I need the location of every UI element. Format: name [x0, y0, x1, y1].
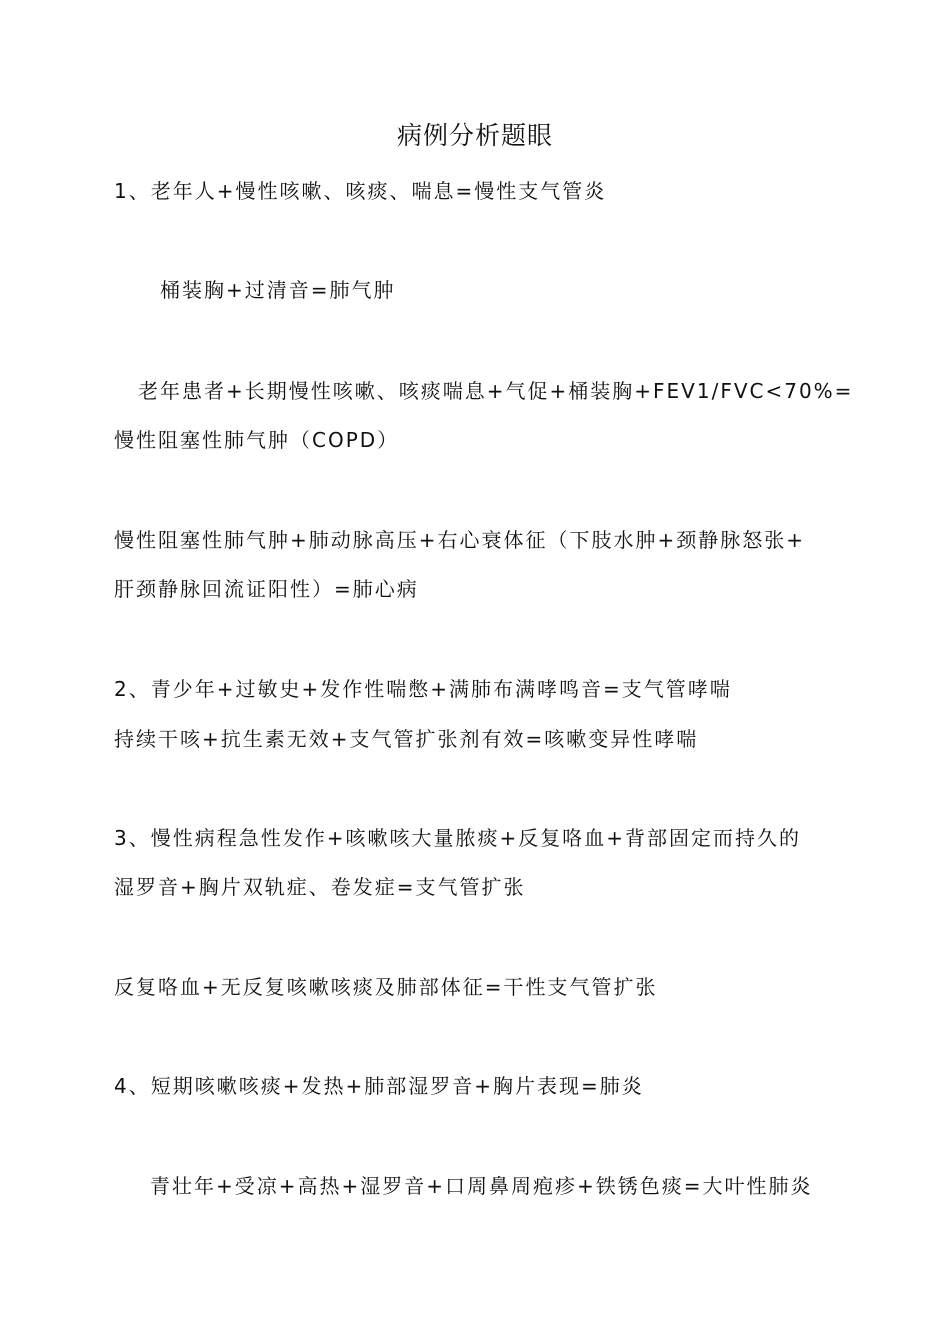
- paragraph-line: 4、短期咳嗽咳痰+发热+肺部湿罗音+胸片表现=肺炎: [114, 1074, 644, 1098]
- paragraph-line: 青壮年+受凉+高热+湿罗音+口周鼻周疱疹+铁锈色痰=大叶性肺炎: [150, 1174, 813, 1198]
- paragraph-line: 老年患者+长期慢性咳嗽、咳痰喘息+气促+桶装胸+FEV1/FVC<70%=: [138, 379, 854, 403]
- paragraph-line: 慢性阻塞性肺气肿+肺动脉高压+右心衰体征（下肢水肿+颈静脉怒张+: [114, 528, 806, 552]
- document-title: 病例分析题眼: [396, 121, 553, 150]
- paragraph-line: 桶装胸+过清音=肺气肿: [160, 278, 396, 302]
- paragraph-line: 2、青少年+过敏史+发作性喘憋+满肺布满哮鸣音=支气管哮喘: [114, 677, 732, 701]
- paragraph-line: 肝颈静脉回流证阳性）=肺心病: [114, 577, 419, 601]
- paragraph-line: 持续干咳+抗生素无效+支气管扩张剂有效=咳嗽变异性哮喘: [114, 727, 699, 751]
- paragraph-line: 慢性阻塞性肺气肿（COPD）: [114, 428, 400, 452]
- paragraph-line: 1、老年人+慢性咳嗽、咳痰、喘息=慢性支气管炎: [114, 179, 607, 203]
- paragraph-line: 湿罗音+胸片双轨症、卷发症=支气管扩张: [114, 875, 526, 899]
- paragraph-line: 3、慢性病程急性发作+咳嗽咳大量脓痰+反复咯血+背部固定而持久的: [114, 826, 801, 850]
- paragraph-line: 反复咯血+无反复咳嗽咳痰及肺部体征=干性支气管扩张: [114, 975, 658, 999]
